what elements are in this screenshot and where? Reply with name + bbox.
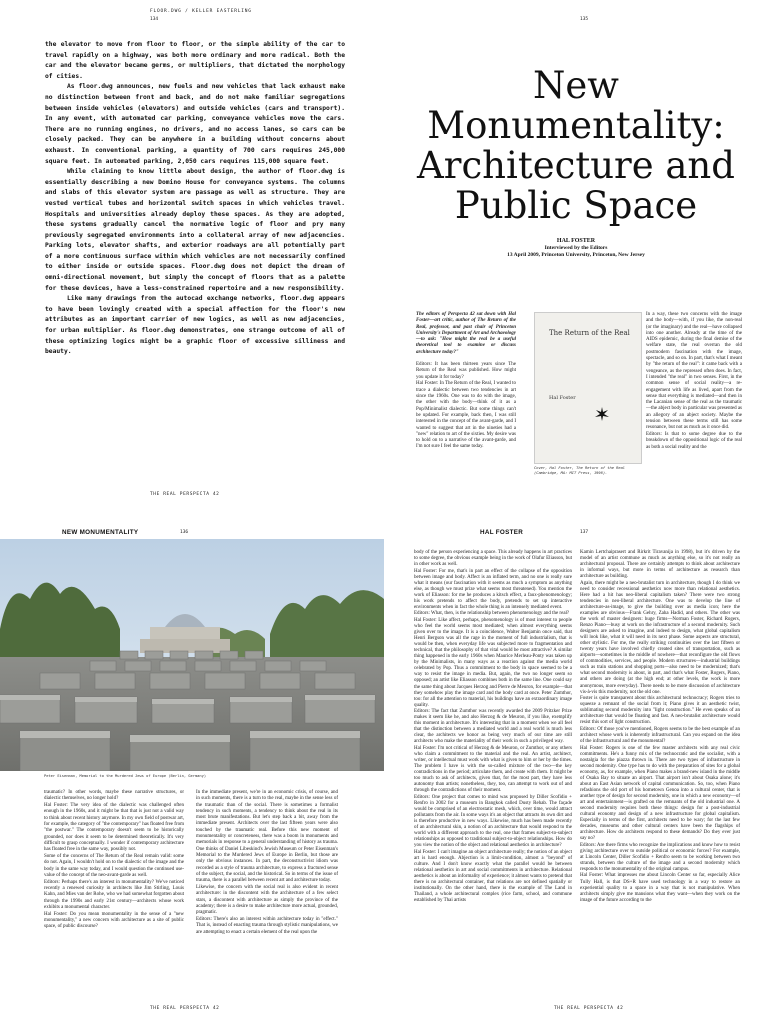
running-head: NEW MONUMENTALITY <box>62 529 139 536</box>
book-cover-title: The Return of the Real <box>549 329 630 337</box>
body-text <box>45 40 345 358</box>
book-cover-author: Hal Foster <box>549 395 576 401</box>
paragraph: Editors: Of those you've mentioned, Rogers seems to be the best example of an architect whose work is inherently infrastructural. Can you expand on the idea of the infrastructural and the monumental? <box>580 726 740 744</box>
paragraph: Foster is quite transparent about this architectural technocracy; Rogers tries to squeeze a remnant of the social from it; Piano gives it an aesthetic twist, sublimating second modernity into "light construction." He even speaks of an architecture that would be floating and fast. A neo-brutalist architecture would resist this sort of light construction. <box>580 696 740 726</box>
paragraph: the elevator to move from floor to floor, or the simple ability of the car to travel rapidly on a highway, was both more ordinary and more radical. Both the car and the elevator became germs, or multipliers, that dictated the morphology of cities. <box>45 41 345 80</box>
paragraph: Editors: One project that comes to mind was proposed by Diller Scofidio + Renfro in 2002 for a museum in Bangkok called Dusty Rehab. The façade would be comprised of an electrostatic mesh, which, over time, would attract pollutants from the air. In some ways it's an object that attracts its own dirt and is therefore productive in new ways. Likewise, much has been made recently of an architectural skin, a notion of an architecture that would respond to the world with a different approach to the real, one that frames subject-to-subject relationships as opposed to traditional subject-to-object relationships. How do you view the notion of the object and relational aesthetics in architecture? <box>414 794 572 849</box>
paragraph: Hal Foster: The very idea of the dialectic was challenged often enough in the 1960s, and it might be that that is just not a valid way to think about recent history anymore. In my own field of postwar art, for example, the category of "the contemporary" has floated free from "the postwar." The contemporary doesn't seem to be historically grounded, nor does it seem to be determined theoretically. It's very difficult to grasp conceptually. I wonder if contemporary architecture has floated free in the same way, possibly not. <box>44 803 184 853</box>
paragraph: Kamin Lertchaiprasert and Rirkrit Tiravanija in 1998), but it's driven by the model of an artist commune as much as anything else, so it's not really an architectural proposal. There are certainly attempts to think about architecture in informal ways, but more in terms of architecture as research than architecture as building. <box>580 550 740 580</box>
intro-text: The editors of Perspecta 42 sat down with Hal Foster—art critic, author of The Return of the Real, professor, and past chair of Princeton University's Department of Art and Archaeology—to ask: "How might the real be a useful theoretical tool to examine or discuss architecture today?" <box>416 312 516 355</box>
photo-caption: Peter Eisenman, Memorial to the Murdered Jews of Europe (Berlin, Germany) <box>44 774 207 778</box>
running-head: HAL FOSTER <box>480 529 524 536</box>
paragraph: Some of the concerns of The Return of the Real remain valid: some do not. Again, I wouldn't hold on to the dialectic of the image and the body in the same way today, and I would question the continued use-value of the concept of the neo-avant-garde as well. <box>44 853 184 878</box>
paragraph: Hal Foster: I can't imagine an object architecture really; the notion of an object art is hard enough. Abjection is a limit-condition, almost a "beyond" of culture. And I don't know exactly what the parallel would be between relational aesthetics in art and social commitments in architecture. Relational aesthetics is about an informality of experience; it almost wants to pretend that there is no architectural container, that relations are not defined spatially or institutionally. On the other hand, there is the example of The Land in Thailand, a whole architectural complex (rice farm, school, and commune established by Thai artists <box>414 849 572 904</box>
paragraph: Likewise, the concern with the social real is also evident in recent architecture: in the discontent with the architecture of a few select stars, a discontent with architecture as simply the province of the academy; there is a desire to make architecture more actual, grounded, pragmatic. <box>196 884 338 916</box>
memorial-photo <box>0 539 384 771</box>
paragraph: Editors: What, then, is the relationship between phenomenology and the real? <box>414 611 570 617</box>
page-number: 135 <box>580 17 589 22</box>
page-134 <box>0 0 384 512</box>
paragraph: Editors: There's also an interest within architecture today in "effect." That is, instead of enacting trauma through stylistic manipulations, we are attempting to enact a certain element of the real upon the <box>196 916 338 935</box>
paragraph: Editors: Perhaps there's an interest in monumentality? We've noticed recently a renewed curiosity in architects like Jim Stirling, Louis Kahn, and Mies van der Rohe, who we had somewhat forgotten about through the 1990s and early 21st century—architects whose work exhibits a monumental character. <box>44 879 184 910</box>
page-footer: THE REAL PERSPECTA 42 <box>150 492 220 497</box>
text-column-2 <box>580 550 740 904</box>
running-head: FLOOR.DWG / KELLER EASTERLING <box>150 9 252 14</box>
date-place: 13 April 2009, Princeton University, Princeton, New Jersey <box>507 252 645 258</box>
page-number: 137 <box>580 530 589 535</box>
paragraph: traumatic? In other words, maybe these narrative structures, or dialectic themselves, no longer hold? <box>44 790 184 802</box>
book-caption: Cover, Hal Foster, The Return of the Real (Cambridge, MA: MIT Press, 1996). <box>534 466 626 475</box>
text-column-1 <box>44 790 184 931</box>
paragraph: Editors: Are there firms who recognize the implications and know how to resist giving architecture over to outside political or economic forces? For example, at Lincoln Center, Diller Scofidio + Renfro seem to be working between two strands, between the culture of the image and a second modernity which responds to the monumentality of the original campus. <box>580 842 740 872</box>
page-number: 134 <box>150 17 159 22</box>
page-136 <box>0 512 384 1024</box>
paragraph: Hal Foster: In The Return of the Real, I wanted to trace a dialectic between two tendencies in art since the 1960s. One was to do with the image, the other with the body—think of it as a Pop/Minimalist dialectic. But some things can't be updated. For example, back then, I was still interested in the concept of the avant-garde, and I wanted to suggest that art in the nineties had a "new" relation to art of the sixties. My desire was to hold on to a narrative of the avant-garde, and I'm not sure I feel the same today. <box>416 381 516 450</box>
page-footer: THE REAL PERSPECTA 42 <box>150 1006 220 1011</box>
paragraph: Hal Foster: For me, that's in part an effect of the collapse of the opposition between image and body. Affect is an inflated term, and no one is really sure what it means (our fascination with it seems as much a symptom as anything else, as though we must prize what seems most threatened). You mention the work of Eliasson: for me he produces a kitsch effect, a faux-phenomenology; his work pretends to affect the body, pretends to set up interactive environments when in fact the whole thing is an intensely mediated event. <box>414 568 572 610</box>
paragraph: Hal Foster: Rogers is one of the few master architects with any real civic commitments. He's a funny mix of the technocratic and the socialist, with a nostalgia for the piazza thrown in. There are two types of infrastructure in second modernity. One type has to do with the preparation of sites for a global economy, as, for example, when Piano makes a brand-new island in the middle of Osaka Bay to situate an airport. That airport isn't about Osaka alone; it's about an East Asian network of capital communication. So, too, when Piano refashions the old port of his hometown Genoa into a cultural center, that is another type of design for second modernity, one in which a new economy—of art and entertainment—is grafted on the remnants of the old industrial one. A second modernity requires both these things: design for a post-industrial cultural economy and design of a new infrastructure for global capitalism. Especially in terms of the first, architects need to be wary; for the last few decades, museums and other cultural centers have been the flagships of architecture. How do architects respond to these demands? Do they ever just say no? <box>580 745 740 842</box>
page-135 <box>384 0 768 512</box>
paragraph: In a way, these two concerns with the image and the body—with, if you like, the non-real (or the imaginary) and the real—have collapsed into one another. Already at the time of the AIDS epidemic, during the final demise of the welfare state, the real overran the old postmodern fascination with the image, spectacle, and so on. In part, that's what I meant by "the return of the real": it came back with a vengeance, as the repressed often does. In fact, I intended "the real" in two senses. First, in the common sense of social reality—a re-engagement with life as lived, apart from the sense that everything is mediated—and then in the Lacanian sense of the real as the traumatic—the abject body in particular was presented as an allegory of an abject society. Maybe the tension between these terms still has some resonance, but not as much as it once did. <box>646 312 742 431</box>
memorial-photo-image <box>0 539 384 771</box>
text-column-2 <box>196 790 338 936</box>
paragraph: Hal Foster: Like affect, perhaps, phenomenology is of most interest to people who feel the world seems most mediated; when almost everything seems given over to the image. It is a coincidence, Walter Benjamin once said, that Henri Bergson was all the rage in the moment of full industrialism, that is would be then, when everyday life was subjected more to fragmentation and technical, that the philosophy of that vital would be most attractive? A similar thing happened in the early 1960s when Maurice Merleau-Ponty was taken up by the Minimalists, in many ways as a reaction against the media world celebrated by Pop. Thus a commitment to the body in space seemed to be a way to resist the image in media. But, again, the two no longer seem so opposed; an artist like Eliasson combines both in the same line. One could say the same thing about Jacques Herzog and Pierre de Meuron, for example—that they somehow play the image card and the body card at once. Peter Zumthor, too: for all the attention to material, his buildings have an extraordinary image quality. <box>414 618 573 708</box>
paragraph: Editors: The fact that Zumthor was recently awarded the 2009 Pritzker Prize makes it seem like he, and also Herzog & de Meuron, if you like, exemplify this moment in architecture. It's interesting that in a moment when we all feel that the distinction between a mediated world and a real world is much less clear, the architects we honor as being very much of our time are still architects who make the materiality of their work in such a privileged way. <box>414 709 572 745</box>
book-cover <box>534 312 642 464</box>
page-number: 136 <box>180 530 189 535</box>
spread-bottom <box>0 512 768 1024</box>
paragraph: As floor.dwg announces, new fuels and new vehicles that lack exhaust make no distinction between front and back, and do not make familiar segregations between inside vehicles (elevators) and outside vehicles (cars and transport). In any event, with automated car parking, conveyance vehicles move the cars. There are no running engines, no drivers, and no access lanes, so cars can be closely packed. They can be anywhere in a building without concerns about exhaust. In conventional parking, a quantity of 700 cars requires 245,000 square feet. In automated parking, 2,050 cars requires 115,000 square feet. <box>45 83 345 165</box>
paragraph: Editors: It has been thirteen years since The Return of the Real was published. How might you update it for today? <box>416 362 516 380</box>
text-column-1 <box>414 550 572 905</box>
author-name: HAL FOSTER <box>556 238 596 244</box>
paragraph: Hal Foster: What impresses me about Lincoln Center so far, especially Alice Tully Hall, is that DS+R have used technology in a way to restore an experiential quality to a space in a way that is not manipulative. When architects simply give me mansions what they want—when they work on the image of the future according to the <box>580 873 740 903</box>
paragraph: Like many drawings from the autocad exchange networks, floor.dwg appears to have been lovingly created with a special affection for the floor's new attributes as an important carrier of new logics, as well as new adjacencies, for urban multiplier. As floor.dwg demonstrates, one strange outcome of all of these optimizing logics might be a graphic floor of excessive silliness and beauty. <box>45 295 345 356</box>
paragraph: Again, there might be a neo-brutalist turn in architecture, though I do think we need to consider recessional aesthetics now more than relational aesthetics. Here had a hit has neo-liberal capitalism taken? There were two strong tendencies in neo-liberal architecture. One was to develop the line of architecture-as-image, to give the building over as media icon; here the examples are obvious—Frank Gehry, Zaha Hadid, and others. The other was the work of master designers: huge firms—Norman Foster, Richard Rogers, Renzo Piano—busy at work on the infrastructure of a second modernity. Such designers are asked to imagine, and indeed to design, what global capitalism will look like, what it will need in its next phase. Some aspects are structural, other stylistic. For me, the really striking continuities over the last fifteen or twenty years have involved chiefly created sites of transportation, such as airports—sometimes in the middle of nowhere—that reconfigure the old flows of commodities, services, and people. Modern structures—industrial buildings such as train stations and shopping ports—also need to be modernized; that's what second modernity is about, in part, and that's what Foster, Rogers, Piano, and others are doing (at the high end; at other levels, the work is more anonymous, more everyday). There needs to be more discussion of architecture vis-à-vis this modernity, not the old one. <box>580 580 740 695</box>
article-title: New Monumentality: Architecture and Public Space <box>417 64 735 227</box>
byline <box>444 238 708 259</box>
paragraph: Hal Foster: I'm not critical of Herzog & de Meuron, or Zumthor, or any others who claim a commitment to the material and the real. An artist, architect, writer, or intellectual must work with what is given to him or her by the times. The problem I have is with the so-called mixture of the two—the key contradictions in the period; articulate them, and create with them. It might be too much to ask of architects, given that, for the most part, they have less autonomy than artists; nonetheless, they, too, can attempt to work out of and through the contradictions of their moment. <box>414 746 572 794</box>
splat-figure-icon <box>593 405 611 423</box>
page-footer: THE REAL PERSPECTA 42 <box>554 1006 624 1011</box>
text-column-3 <box>646 312 742 452</box>
page-137 <box>384 512 768 1024</box>
paragraph: Hal Foster: Do you mean monumentality in the sense of a "new monumentality," a new concern with architecture as a site of public space, of public discourse? <box>44 911 184 930</box>
paragraph: While claiming to know little about design, the author of floor.dwg is essentially describing a new Domino House for conveyance systems. The columns and slabs of this elevator system are passage as well as structure. They are vested vertical tubes and horizontal switch spaces in which vehicles travel. Hospitals and universities already deploy these spaces. As they are adopted, these systems gradually cancel the normative logic of floor and pry many previously segregated environments into a collateral array of new adjacencies. Parking lots, elevator shafts, and exterior roadways are all potentially part of a more continuous surface within which vehicles are not necessarily confined to either inside or outside spaces. Floor.dwg does not depict the dream of omni-directional movement, but simply the concept of floors that as a palette for these devices, have a less-constrained repertoire and a new responsibility. <box>45 168 345 292</box>
paragraph: body of the person experiencing a space. This already happens in art practices to some degree, the obvious example being in the work of Olafur Eliasson, but in other work as well. <box>414 550 572 568</box>
interviewer-line: Interviewed by the Editors <box>544 245 608 251</box>
paragraph: Editors: Is that to some degree due to the breakdown of the oppositional logic of the real as both a social reality and the <box>646 432 742 450</box>
paragraph: In the immediate present, we're in an economic crisis, of course, and in such moments, there is a turn to the real, maybe in the sense less of the traumatic than of the social. There is sometimes a formalist tendency in such moments, a tendency to think about the real in its most brute manifestations. But let's step back a bit, away from the immediate present. Architects over the last fifteen years were also touched by the traumatic real. Before this new moment of monumentality or concreteness, there was a boom in monuments and memorials in response to a general understanding of history as trauma. One thinks of Daniel Libeskind's Jewish Museum or Peter Eisenman's Memorial to the Murdered Jews of Europe in Berlin, but those are only the obvious instances. In part, the deconstructivist idiom was recorded as a style of trauma architecture, to express a fractured sense of the subject, the social, and the historical. So in terms of the issue of trauma, there is a parallel between recent art and architecture today. <box>196 790 338 884</box>
intro-column <box>416 312 516 451</box>
